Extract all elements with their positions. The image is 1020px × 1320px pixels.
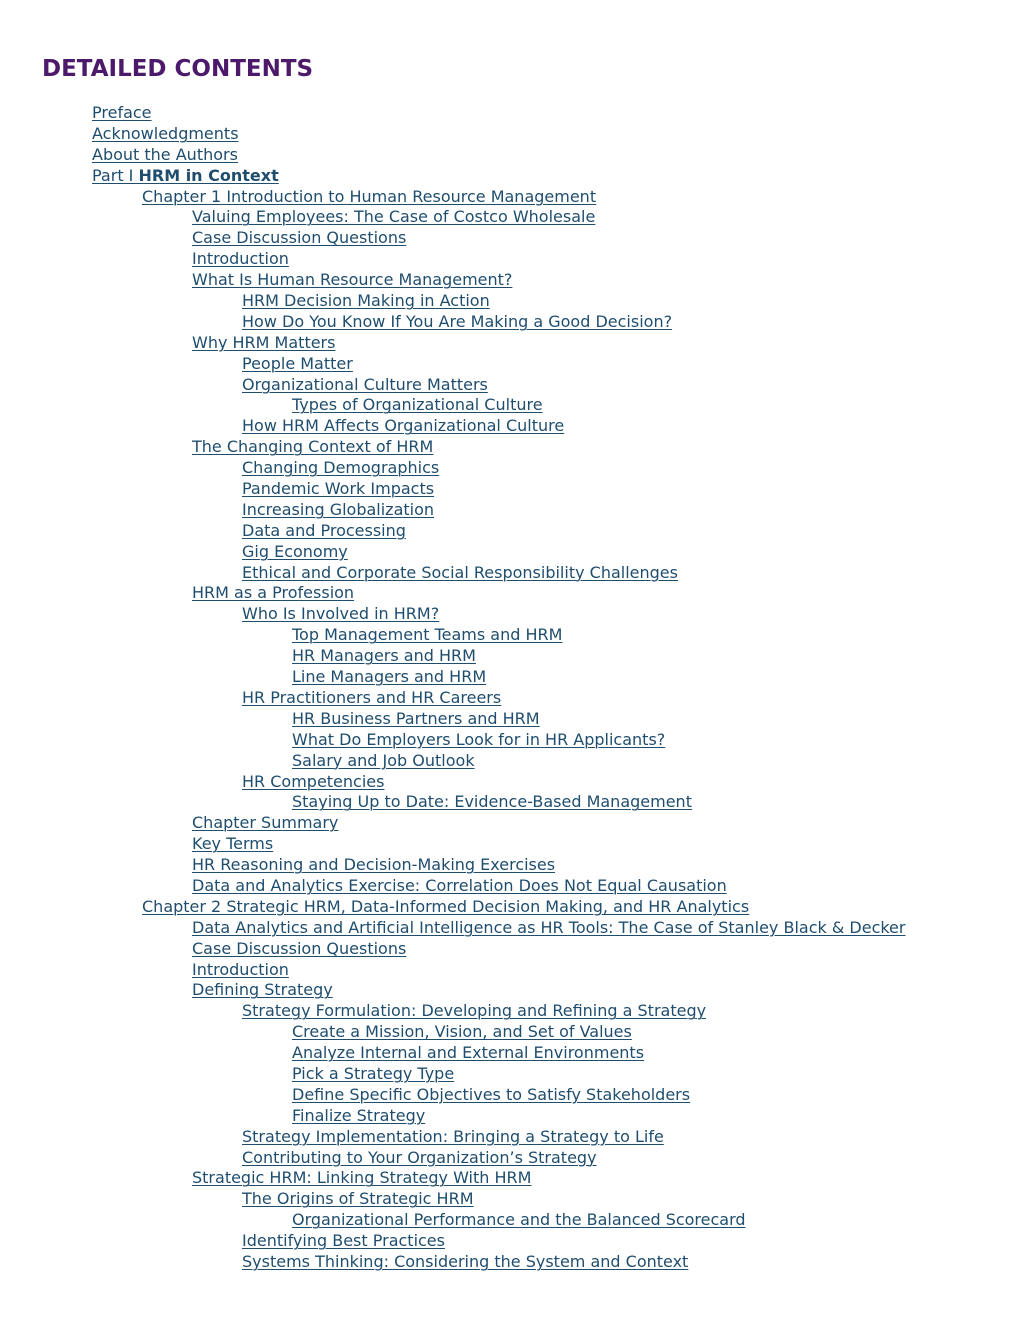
toc-entry <box>0 1231 905 1252</box>
toc-link-label: HR Practitioners and HR Careers <box>242 687 502 707</box>
toc-link[interactable] <box>192 437 433 456</box>
toc-link[interactable] <box>242 1231 445 1250</box>
toc-link-label: HR Business Partners and HRM <box>292 708 540 728</box>
toc-link-label: Introduction <box>192 249 289 269</box>
toc-link[interactable] <box>292 667 486 686</box>
toc-link-label: HRM as a Profession <box>192 583 355 603</box>
toc-entry <box>0 709 905 730</box>
toc-link-label: Line Managers and HRM <box>292 667 487 687</box>
toc-entry <box>0 437 905 458</box>
toc-entry <box>0 1064 905 1085</box>
toc-link-label: Defining Strategy <box>192 980 333 1000</box>
toc-link[interactable] <box>292 1085 690 1104</box>
toc-entry <box>0 1106 905 1127</box>
toc-link[interactable] <box>242 291 490 310</box>
toc-entry <box>0 813 905 834</box>
toc-link[interactable] <box>192 980 333 999</box>
toc-link-label: Case Discussion Questions <box>192 938 407 958</box>
toc-link-label: How HRM Affects Organizational Culture <box>242 416 565 436</box>
toc-link[interactable] <box>192 876 727 895</box>
toc-link-label: Acknowledgments <box>92 123 239 143</box>
toc-link[interactable] <box>292 1043 644 1062</box>
toc-link-label: Chapter 2 Strategic HRM, Data-Informed Decision Making, and HR Analytics <box>142 896 750 916</box>
toc-link-label: The Origins of Strategic HRM <box>242 1189 474 1209</box>
toc-link[interactable] <box>242 1001 706 1020</box>
toc-link[interactable] <box>242 416 564 435</box>
toc-link[interactable] <box>292 1210 746 1229</box>
toc-link-label: People Matter <box>242 353 353 373</box>
toc-entry <box>0 145 905 166</box>
toc-link-label: Chapter Summary <box>192 813 339 833</box>
toc-entry <box>0 939 905 960</box>
toc-entry <box>0 1189 905 1210</box>
toc-link[interactable] <box>242 1252 688 1271</box>
toc-entry <box>0 166 905 187</box>
toc-link[interactable] <box>192 270 512 289</box>
toc-link[interactable] <box>242 521 406 540</box>
toc-entry <box>0 730 905 751</box>
toc-link-label: The Changing Context of HRM <box>192 437 434 457</box>
toc-link[interactable] <box>142 187 596 206</box>
toc-entry <box>0 980 905 1001</box>
toc-entry <box>0 312 905 333</box>
toc-link[interactable] <box>292 709 540 728</box>
toc-link-label: Contributing to Your Organization’s Strategy <box>242 1147 597 1167</box>
toc-link[interactable] <box>192 939 406 958</box>
toc-link-label: What Do Employers Look for in HR Applicants? <box>292 729 666 749</box>
toc-link[interactable] <box>192 834 273 853</box>
toc-link-label: Types of Organizational Culture <box>292 395 543 415</box>
toc-entry <box>0 563 905 584</box>
toc-link[interactable] <box>192 813 338 832</box>
toc-link[interactable] <box>192 207 595 226</box>
toc-entry <box>0 500 905 521</box>
toc-link[interactable] <box>92 103 152 122</box>
toc-entry <box>0 876 905 897</box>
toc-link-label: HRM Decision Making in Action <box>242 291 490 311</box>
toc-link[interactable] <box>242 500 434 519</box>
toc-link[interactable] <box>242 312 672 331</box>
toc-link[interactable] <box>292 395 543 414</box>
toc-link[interactable] <box>292 1022 632 1041</box>
toc-link-label: Who Is Involved in HRM? <box>242 604 440 624</box>
toc-entry <box>0 416 905 437</box>
toc-entry <box>0 1001 905 1022</box>
toc-link-label: Organizational Culture Matters <box>242 374 488 394</box>
toc-link[interactable] <box>92 166 279 185</box>
toc-link[interactable] <box>142 897 749 916</box>
toc-link-label: Strategy Implementation: Bringing a Strategy to Life <box>242 1126 664 1146</box>
toc-link[interactable] <box>242 458 439 477</box>
toc-link-label: Top Management Teams and HRM <box>292 625 563 645</box>
page-title: DETAILED CONTENTS <box>42 56 314 82</box>
table-of-contents <box>0 103 905 1273</box>
toc-entry <box>0 479 905 500</box>
toc-entry <box>0 960 905 981</box>
toc-link-bold-label: HRM in Context <box>138 165 279 185</box>
toc-entry <box>0 918 905 939</box>
toc-link[interactable] <box>242 604 439 623</box>
toc-link[interactable] <box>192 1168 531 1187</box>
toc-link[interactable] <box>192 333 335 352</box>
toc-entry <box>0 1252 905 1273</box>
toc-link[interactable] <box>242 479 434 498</box>
toc-entry <box>0 834 905 855</box>
toc-link[interactable] <box>292 646 476 665</box>
toc-link[interactable] <box>292 792 692 811</box>
toc-entry <box>0 792 905 813</box>
toc-link[interactable] <box>92 145 238 164</box>
toc-link-label: Valuing Employees: The Case of Costco Wholesale <box>192 207 596 227</box>
toc-entry <box>0 1168 905 1189</box>
toc-entry <box>0 751 905 772</box>
toc-link-label: Part I <box>92 165 139 185</box>
toc-entry <box>0 604 905 625</box>
toc-link-label: Finalize Strategy <box>292 1105 426 1125</box>
toc-link[interactable] <box>292 730 665 749</box>
toc-link-label: About the Authors <box>92 144 238 164</box>
toc-link-label: Introduction <box>192 959 289 979</box>
toc-entry <box>0 333 905 354</box>
toc-entry <box>0 1127 905 1148</box>
toc-link[interactable] <box>292 751 475 770</box>
toc-entry <box>0 187 905 208</box>
toc-link-label: Key Terms <box>192 834 274 854</box>
toc-entry <box>0 458 905 479</box>
toc-link[interactable] <box>242 1127 664 1146</box>
toc-entry <box>0 688 905 709</box>
toc-entry <box>0 395 905 416</box>
toc-link-label: HR Competencies <box>242 771 385 791</box>
toc-link-label: Staying Up to Date: Evidence-Based Management <box>292 792 692 812</box>
toc-link[interactable] <box>292 1064 454 1083</box>
toc-link-label: Systems Thinking: Considering the System and Context <box>242 1251 689 1271</box>
toc-link[interactable] <box>192 249 289 268</box>
toc-entry <box>0 270 905 291</box>
toc-link[interactable] <box>292 625 562 644</box>
toc-link-label: Case Discussion Questions <box>192 228 407 248</box>
toc-link-label: Pandemic Work Impacts <box>242 479 435 499</box>
toc-entry <box>0 542 905 563</box>
toc-entry <box>0 228 905 249</box>
toc-link-label: Strategy Formulation: Developing and Refining a Strategy <box>242 1001 707 1021</box>
toc-link[interactable] <box>192 583 354 602</box>
toc-link[interactable] <box>242 772 384 791</box>
toc-link-label: HR Managers and HRM <box>292 646 476 666</box>
toc-entry <box>0 1148 905 1169</box>
toc-link-label: How Do You Know If You Are Making a Good Decision? <box>242 311 673 331</box>
toc-entry <box>0 855 905 876</box>
toc-link-label: HR Reasoning and Decision-Making Exercises <box>192 855 556 875</box>
toc-link-label: Preface <box>92 103 152 122</box>
toc-entry <box>0 124 905 145</box>
toc-link[interactable] <box>242 354 353 373</box>
toc-link[interactable] <box>242 1148 597 1167</box>
toc-link-label: Increasing Globalization <box>242 499 435 519</box>
toc-entry <box>0 354 905 375</box>
toc-link[interactable] <box>192 855 555 874</box>
toc-entry <box>0 1022 905 1043</box>
toc-link[interactable] <box>292 1106 425 1125</box>
toc-link[interactable] <box>192 918 905 937</box>
toc-link-label: Pick a Strategy Type <box>292 1063 455 1083</box>
toc-entry <box>0 1085 905 1106</box>
toc-link-label: Organizational Performance and the Balanced Scorecard <box>292 1210 746 1230</box>
toc-entry <box>0 897 905 918</box>
toc-link-label: Chapter 1 Introduction to Human Resource Management <box>142 186 597 206</box>
toc-entry <box>0 1210 905 1231</box>
toc-link-label: Data and Processing <box>242 520 406 540</box>
toc-link-label: What Is Human Resource Management? <box>192 270 513 290</box>
toc-link-label: Changing Demographics <box>242 458 440 478</box>
toc-link[interactable] <box>242 542 348 561</box>
toc-link-label: Create a Mission, Vision, and Set of Values <box>292 1022 632 1042</box>
toc-link-label: Data Analytics and Artificial Intelligence as HR Tools: The Case of Stanley Black & Decker <box>192 917 906 937</box>
toc-entry <box>0 291 905 312</box>
toc-link-label: Define Specific Objectives to Satisfy Stakeholders <box>292 1084 691 1104</box>
toc-link-label: Identifying Best Practices <box>242 1231 445 1251</box>
toc-entry <box>0 772 905 793</box>
toc-link[interactable] <box>192 228 406 247</box>
toc-link-label: Salary and Job Outlook <box>292 750 475 770</box>
toc-entry <box>0 521 905 542</box>
toc-link[interactable] <box>242 563 678 582</box>
toc-link-label: Analyze Internal and External Environments <box>292 1043 645 1063</box>
toc-link-label: Why HRM Matters <box>192 332 336 352</box>
toc-entry <box>0 103 905 124</box>
toc-link-label: Gig Economy <box>242 541 348 561</box>
toc-link[interactable] <box>242 688 501 707</box>
toc-entry <box>0 375 905 396</box>
toc-link-label: Ethical and Corporate Social Responsibility Challenges <box>242 562 678 582</box>
toc-link[interactable] <box>192 960 289 979</box>
toc-link[interactable] <box>242 375 488 394</box>
toc-entry <box>0 1043 905 1064</box>
toc-link-label: Data and Analytics Exercise: Correlation Does Not Equal Causation <box>192 875 727 895</box>
toc-entry <box>0 625 905 646</box>
toc-entry <box>0 667 905 688</box>
toc-entry <box>0 249 905 270</box>
toc-link[interactable] <box>92 124 239 143</box>
toc-entry <box>0 207 905 228</box>
toc-link-label: Strategic HRM: Linking Strategy With HRM <box>192 1168 532 1188</box>
toc-link[interactable] <box>242 1189 474 1208</box>
toc-entry <box>0 583 905 604</box>
toc-entry <box>0 646 905 667</box>
